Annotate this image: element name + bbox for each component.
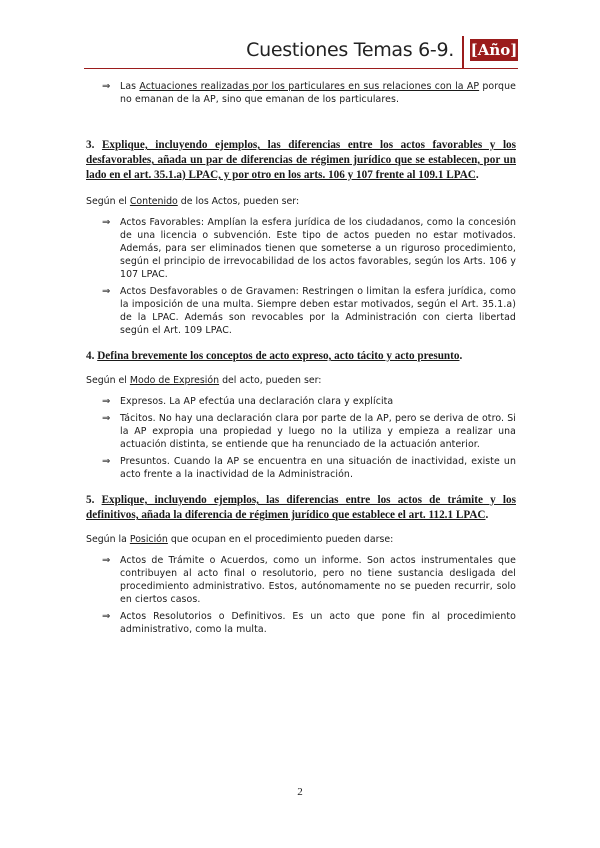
page-content bbox=[86, 80, 516, 640]
header-title: Cuestiones Temas 6-9. bbox=[246, 39, 454, 61]
section-intro: Según el Contenido de los Actos, pueden ser: bbox=[86, 196, 300, 207]
arrow-bullet-icon: ⇒ bbox=[102, 456, 111, 467]
list-item: ⇒ Actos Resolutorios o Definitivos. Es un acto que pone fin al procedimiento administrativo, como la multa. bbox=[102, 611, 516, 635]
list-item: ⇒ Actos de Trámite o Acuerdos, como un informe. Son actos instrumentales que contribuyen al acto final o resolutorio, pero no tiene sustancia desligada del procedimiento administrativo. Estos, autónomamente no se pueden recurrir, solo en ciertos casos. bbox=[102, 555, 516, 605]
arrow-bullet-icon: ⇒ bbox=[102, 396, 111, 407]
arrow-bullet-icon: ⇒ bbox=[102, 286, 111, 297]
year-badge: [Año] bbox=[470, 41, 518, 59]
arrow-bullet-icon: ⇒ bbox=[102, 413, 111, 424]
list-item: ⇒ Las Actuaciones realizadas por los particulares en sus relaciones con la AP porque no emanan de la AP, sino que emanan de los particulares. bbox=[102, 81, 516, 105]
page-header bbox=[84, 36, 518, 69]
question-title: 4. Defina brevemente los conceptos de acto expreso, acto tácito y acto presunto. bbox=[86, 350, 463, 362]
arrow-bullet-icon: ⇒ bbox=[102, 555, 111, 566]
list-item: ⇒ Expresos. La AP efectúa una declaración clara y explícita bbox=[102, 396, 394, 407]
section-intro: Según la Posición que ocupan en el procedimiento pueden darse: bbox=[86, 534, 394, 545]
question-title: 3. Explique, incluyendo ejemplos, las diferencias entre los actos favorables y los desfavorables, añada un par de diferencias de régimen jurídico que se establecen, por un lado en el art. 35.1.a) LPAC, y por otro en los arts. 106 y 107 frente al 109.1 LPAC. bbox=[86, 139, 516, 181]
list-item: ⇒ Actos Desfavorables o de Gravamen: Restringen o limitan la esfera jurídica, como la imposición de una multa. Siempre deben estar motivados, según el Art. 35.1.a) de la LPAC. Además son revocables por la Administración con cierta libertad según el Art. 109 LPAC. bbox=[102, 286, 516, 336]
arrow-bullet-icon: ⇒ bbox=[102, 611, 111, 622]
list-item: ⇒ Actos Favorables: Amplían la esfera jurídica de los ciudadanos, como la concesión de una licencia o subvención. Este tipo de actos pueden no estar motivados. Además, para ser eliminados tienen que someterse a un riguroso procedimiento, según el principio de irrevocabilidad de los actos favorables, según los Arts. 106 y 107 LPAC. bbox=[102, 217, 516, 280]
question-title: 5. Explique, incluyendo ejemplos, las diferencias entre los actos de trámite y los definitivos, añada la diferencia de régimen jurídico que establece el art. 112.1 LPAC. bbox=[86, 494, 516, 521]
arrow-bullet-icon: ⇒ bbox=[102, 81, 111, 92]
page-number: 2 bbox=[297, 786, 303, 798]
section-intro: Según el Modo de Expresión del acto, pueden ser: bbox=[86, 375, 322, 386]
arrow-bullet-icon: ⇒ bbox=[102, 217, 111, 228]
list-item: ⇒ Presuntos. Cuando la AP se encuentra en una situación de inactividad, existe un acto frente a la inactividad de la Administración. bbox=[102, 456, 516, 480]
list-item: ⇒ Tácitos. No hay una declaración clara por parte de la AP, pero se deriva de otro. Si la AP expropia una propiedad y luego no la utiliza y empieza a realizar una actuación distinta, se entiende que ha renunciado de la actuación anterior. bbox=[102, 413, 516, 450]
header-divider bbox=[462, 36, 464, 68]
